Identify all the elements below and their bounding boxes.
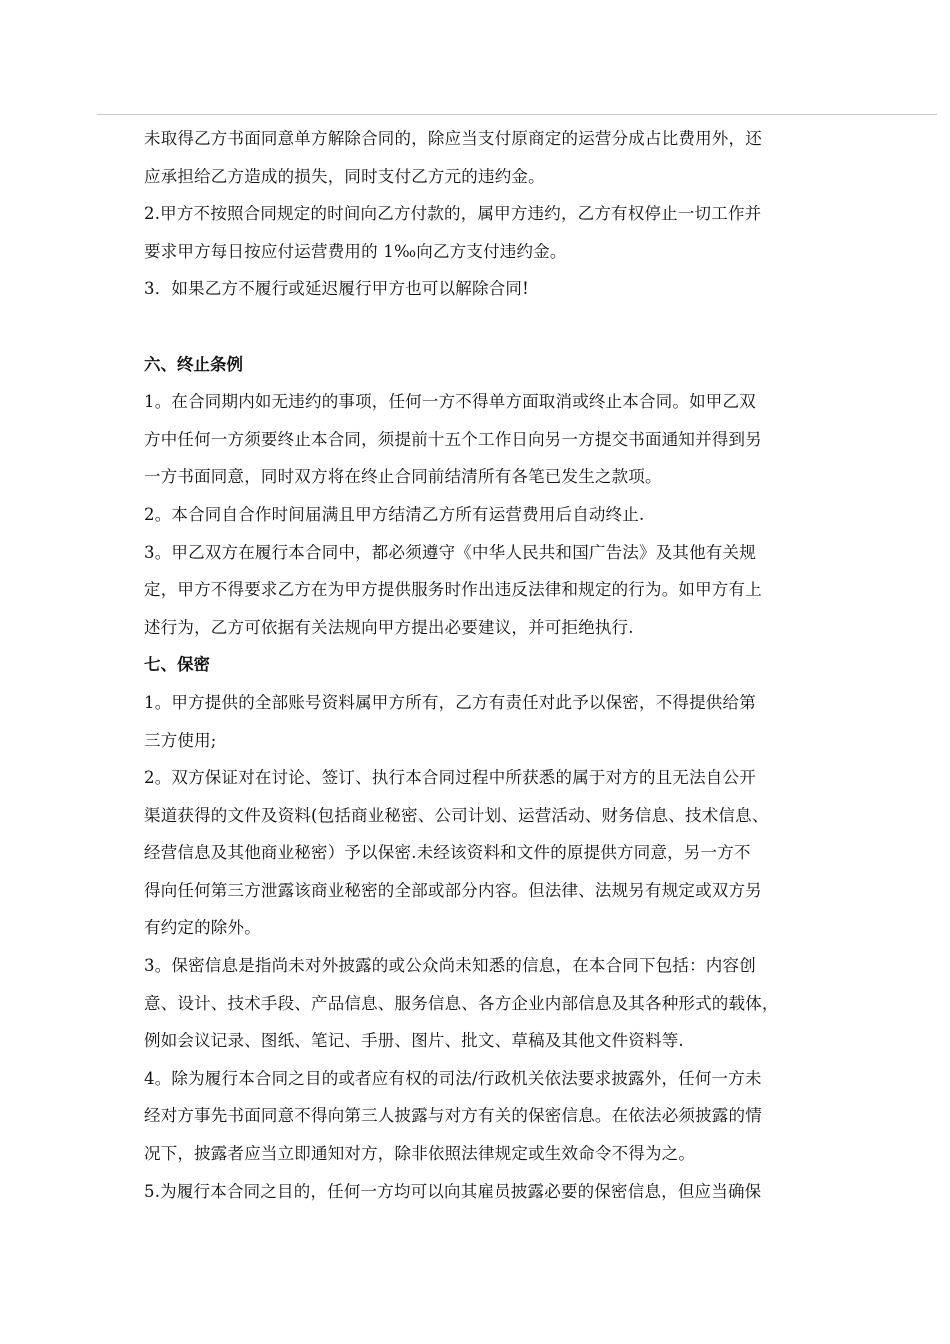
text-line: 定，甲方不得要求乙方在为甲方提供服务时作出违反法律和规定的行为。如甲方有上 bbox=[144, 580, 762, 600]
text-line: 未取得乙方书面同意单方解除合同的，除应当支付原商定的运营分成占比费用外，还 bbox=[144, 129, 762, 148]
text-line: 渠道获得的文件及资料(包括商业秘密、公司计划、运营活动、财务信息、技术信息、 bbox=[144, 805, 769, 825]
text-line: 3。保密信息是指尚未对外披露的或公众尚未知悉的信息，在本合同下包括：内容创 bbox=[144, 956, 756, 976]
text-line: 2.甲方不按照合同规定的时间向乙方付款的，属甲方违约，乙方有权停止一切工作并 bbox=[144, 204, 762, 224]
text-line: 况下，披露者应当立即通知对方，除非依照法律规定或生效命令不得为之。 bbox=[144, 1144, 696, 1164]
paragraph-gap bbox=[144, 308, 856, 346]
text-line: 三方使用; bbox=[144, 730, 217, 750]
text-line: 有约定的除外。 bbox=[144, 918, 261, 938]
section-5-continuation bbox=[144, 120, 856, 308]
section-6 bbox=[144, 346, 856, 647]
text-line: 应承担给乙方造成的损失，同时支付乙方元的违约金。 bbox=[144, 166, 545, 186]
section-heading: 六、终止条例 bbox=[144, 354, 243, 374]
text-line: 方中任何一方须要终止本合同，须提前十五个工作日向另一方提交书面通知并得到另 bbox=[144, 429, 762, 449]
text-line: 要求甲方每日按应付运营费用的 1‰向乙方支付违约金。 bbox=[144, 241, 567, 261]
text-line: 4。除为履行本合同之目的或者应有权的司法/行政机关依法要求披露外，任何一方未 bbox=[144, 1068, 762, 1088]
section-7 bbox=[144, 646, 856, 1210]
text-line: 3。甲乙双方在履行本合同中，都必须遵守《中华人民共和国广告法》及其他有关规 bbox=[144, 542, 756, 562]
header-rule bbox=[97, 114, 937, 115]
document-body bbox=[144, 120, 856, 1210]
text-line: 2。本合同自合作时间届满且甲方结清乙方所有运营费用后自动终止. bbox=[144, 504, 645, 524]
text-line: 得向任何第三方泄露该商业秘密的全部或部分内容。但法律、法规另有规定或双方另 bbox=[144, 880, 762, 900]
text-line: 1。甲方提供的全部账号资料属甲方所有，乙方有责任对此予以保密，不得提供给第 bbox=[144, 692, 756, 712]
text-line: 经营信息及其他商业秘密）予以保密.未经该资料和文件的原提供方同意，另一方不 bbox=[144, 843, 751, 863]
text-line: 2。双方保证对在讨论、签订、执行本合同过程中所获悉的属于对方的且无法自公开 bbox=[144, 768, 756, 788]
section-heading: 七、保密 bbox=[144, 655, 210, 675]
text-line: 例如会议记录、图纸、笔记、手册、图片、批文、草稿及其他文件资料等. bbox=[144, 1031, 684, 1051]
text-line: 3．如果乙方不履行或延迟履行甲方也可以解除合同! bbox=[144, 279, 529, 299]
text-line: 1。在合同期内如无违约的事项，任何一方不得单方面取消或终止本合同。如甲乙双 bbox=[144, 392, 756, 412]
text-line: 一方书面同意，同时双方将在终止合同前结清所有各笔已发生之款项。 bbox=[144, 467, 662, 487]
text-line: 意、设计、技术手段、产品信息、服务信息、各方企业内部信息及其各种形式的载体， bbox=[144, 993, 779, 1013]
text-line: 经对方事先书面同意不得向第三人披露与对方有关的保密信息。在依法必须披露的情 bbox=[144, 1106, 762, 1126]
text-line: 5.为履行本合同之目的，任何一方均可以向其雇员披露必要的保密信息，但应当确保 bbox=[144, 1181, 762, 1201]
text-line: 述行为，乙方可依据有关法规向甲方提出必要建议，并可拒绝执行. bbox=[144, 617, 634, 637]
